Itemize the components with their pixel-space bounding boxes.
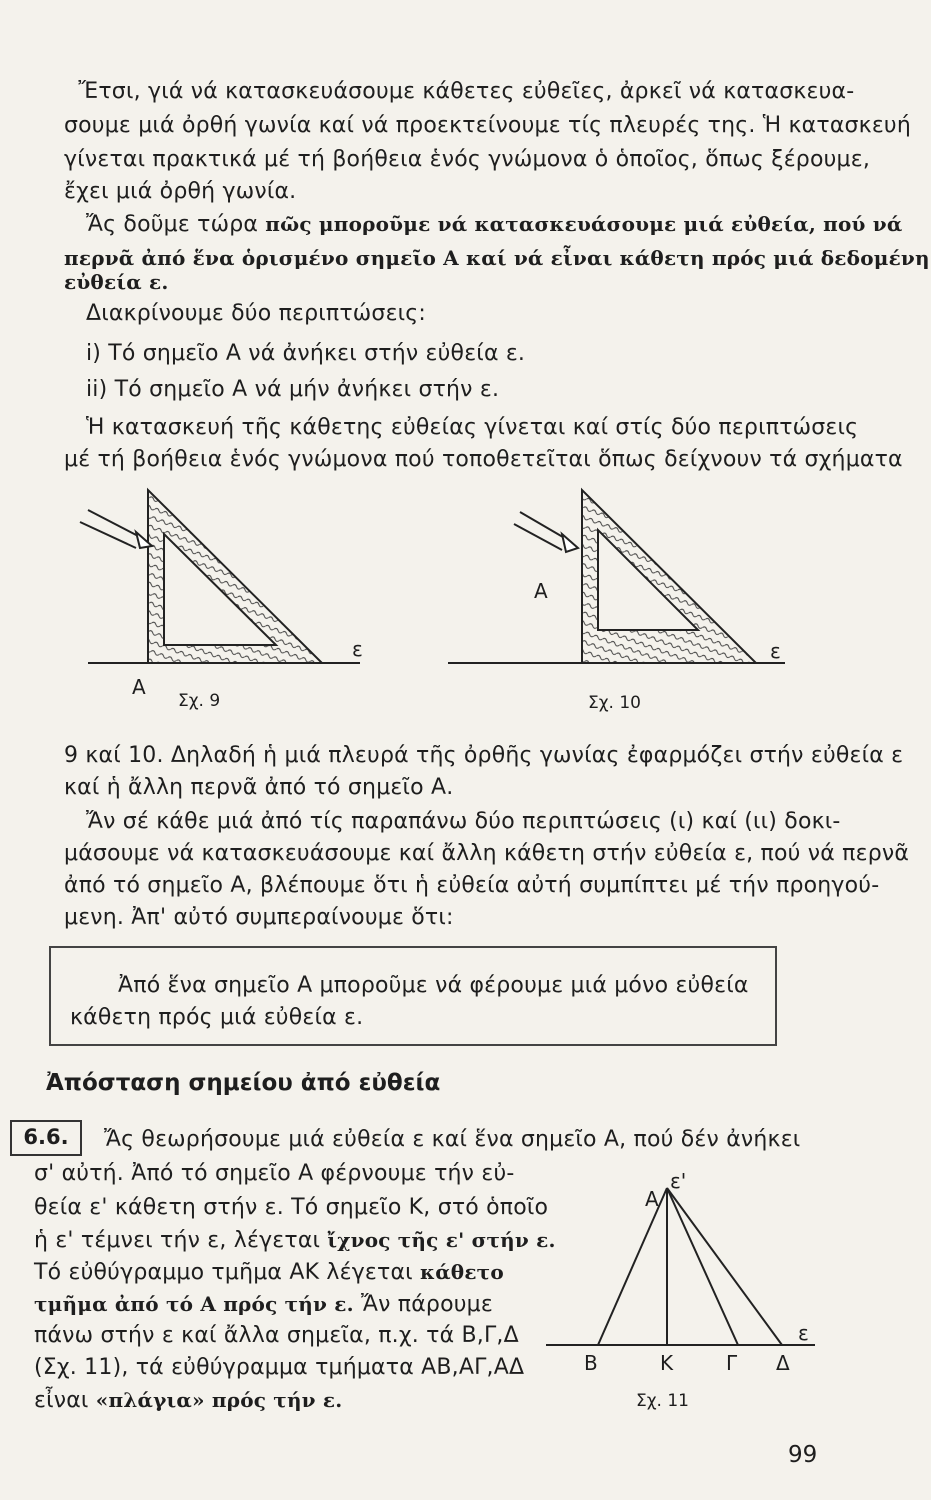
set-square (582, 490, 756, 663)
line-label-e: ε (352, 637, 363, 661)
text-line: καί ἡ ἄλλη περνᾶ ἀπό τό σημεῖο Α. (64, 775, 454, 800)
emphasis: κάθετο (420, 1260, 504, 1284)
point-label-d: Δ (776, 1351, 790, 1375)
list-item: i) Τό σημεῖο Α νά ἀνήκει στήν εὐθεία ε. (86, 341, 526, 366)
text-line: θεία ε' κάθετη στήν ε. Τό σημεῖο Κ, στό ὁποῖο (34, 1195, 549, 1220)
figure-caption: Σχ. 11 (636, 1391, 690, 1411)
text-line: σουμε μιά ὀρθή γωνία καί νά προεκτείνουμε τίς πλευρές της. Ἡ κατασκευή (64, 113, 911, 138)
section-heading: Ἀπόσταση σημείου ἀπό εὐθεία (46, 1070, 441, 1096)
text-line: πάνω στήν ε καί ἄλλα σημεῖα, π.χ. τά Β,Γ,Δ (34, 1323, 519, 1348)
figure-11 (530, 1160, 830, 1420)
text-line: ἀπό τό σημεῖο Α, βλέπουμε ὅτι ἡ εὐθεία αὐτή συμπίπτει μέ τήν προηγού- (64, 873, 880, 898)
text-line: εἶναι «πλάγια» πρός τήν ε. (34, 1388, 343, 1413)
text-line-bold: εὐθεία ε. (64, 270, 169, 294)
list-item: ii) Τό σημεῖο Α νά μήν ἀνήκει στήν ε. (86, 377, 500, 402)
text-line: γίνεται πρακτικά μέ τή βοήθεια ἑνός γνώμονα ὁ ὁποῖος, ὅπως ξέρουμε, (64, 147, 871, 172)
figure-10 (440, 480, 800, 720)
figure-caption: Σχ. 9 (178, 691, 221, 711)
text-line: Ἄν σέ κάθε μιά ἀπό τίς παραπάνω δύο περιπτώσεις (ι) καί (ιι) δοκι- (86, 809, 841, 834)
pencil-icon (80, 510, 152, 548)
text-line: Ἡ κατασκευή τῆς κάθετης εὐθείας γίνεται καί στίς δύο περιπτώσεις (86, 415, 859, 440)
figure-9 (60, 480, 390, 710)
emphasis: ἴχνος τῆς ε' στήν ε. (327, 1228, 556, 1252)
text-line: μενη. Ἀπ' αὐτό συμπεραίνουμε ὅτι: (64, 905, 454, 930)
text-line: 9 καί 10. Δηλαδή ἡ μιά πλευρά τῆς ὀρθῆς γωνίας ἐφαρμόζει στήν εὐθεία ε (64, 743, 904, 768)
line-label-e-prime: ε' (670, 1169, 687, 1193)
text-line: μέ τή βοήθεια ἑνός γνώμονα πού τοποθετεῖται ὅπως δείχνουν τά σχήματα (64, 447, 903, 472)
text-line: Ἔτσι, γιά νά κατασκευάσουμε κάθετες εὐθεῖες, ἀρκεῖ νά κατασκευα- (78, 79, 855, 104)
text-line: Ἄς δοῦμε τώρα πῶς μποροῦμε νά κατασκευάσουμε μιά εὐθεία, πού νά (86, 212, 903, 237)
line-label-e: ε (798, 1321, 809, 1345)
point-label-a: Α (534, 579, 548, 603)
emphasis: πῶς μποροῦμε νά κατασκευάσουμε μιά εὐθεία, πού νά (265, 212, 903, 236)
text-line: (Σχ. 11), τά εὐθύγραμμα τμήματα ΑΒ,ΑΓ,ΑΔ (34, 1355, 525, 1380)
text-line: τμῆμα ἀπό τό Α πρός τήν ε. Ἄν πάρουμε (34, 1292, 493, 1317)
segment-ab (598, 1188, 667, 1345)
section-number: 6.6. (10, 1120, 82, 1156)
set-square (148, 490, 322, 663)
text-line: ἡ ε' τέμνει τήν ε, λέγεται ἴχνος τῆς ε' στήν ε. (34, 1228, 556, 1253)
point-label-k: Κ (660, 1351, 674, 1375)
text-line: ἔχει μιά ὀρθή γωνία. (64, 179, 297, 204)
text-line: Τό εὐθύγραμμο τμῆμα ΑΚ λέγεται κάθετο (34, 1260, 504, 1285)
segment-ag (667, 1188, 738, 1345)
theorem-line: κάθετη πρός μιά εὐθεία ε. (70, 1005, 364, 1030)
page-number: 99 (788, 1442, 818, 1468)
text-line: Διακρίνουμε δύο περιπτώσεις: (86, 301, 427, 326)
point-label-a: Α (132, 675, 146, 699)
emphasis: τμῆμα ἀπό τό Α πρός τήν ε. (34, 1292, 354, 1316)
segment-ad (667, 1188, 782, 1345)
point-label-b: Β (584, 1351, 598, 1375)
line-label-e: ε (770, 639, 781, 663)
point-label-a: Α (645, 1187, 659, 1211)
text-line: Ἄς θεωρήσουμε μιά εὐθεία ε καί ἕνα σημεῖο Α, πού δέν ἀνήκει (104, 1127, 801, 1152)
text-line: σ' αὐτή. Ἀπό τό σημεῖο Α φέρνουμε τήν εὐ- (34, 1161, 515, 1186)
point-label-g: Γ (726, 1351, 738, 1375)
text-line: μάσουμε νά κατασκευάσουμε καί ἄλλη κάθετη στήν εὐθεία ε, πού νά περνᾶ (64, 841, 910, 866)
text-line-bold: περνᾶ ἀπό ἕνα ὁρισμένο σημεῖο Α καί νά εἶναι κάθετη πρός μιά δεδομένη (64, 246, 930, 270)
emphasis: «πλάγια» πρός τήν ε. (95, 1388, 343, 1412)
figure-caption: Σχ. 10 (588, 693, 642, 713)
theorem-line: Ἀπό ἕνα σημεῖο Α μποροῦμε νά φέρουμε μιά μόνο εὐθεία (118, 973, 749, 998)
pencil-icon (514, 512, 578, 552)
